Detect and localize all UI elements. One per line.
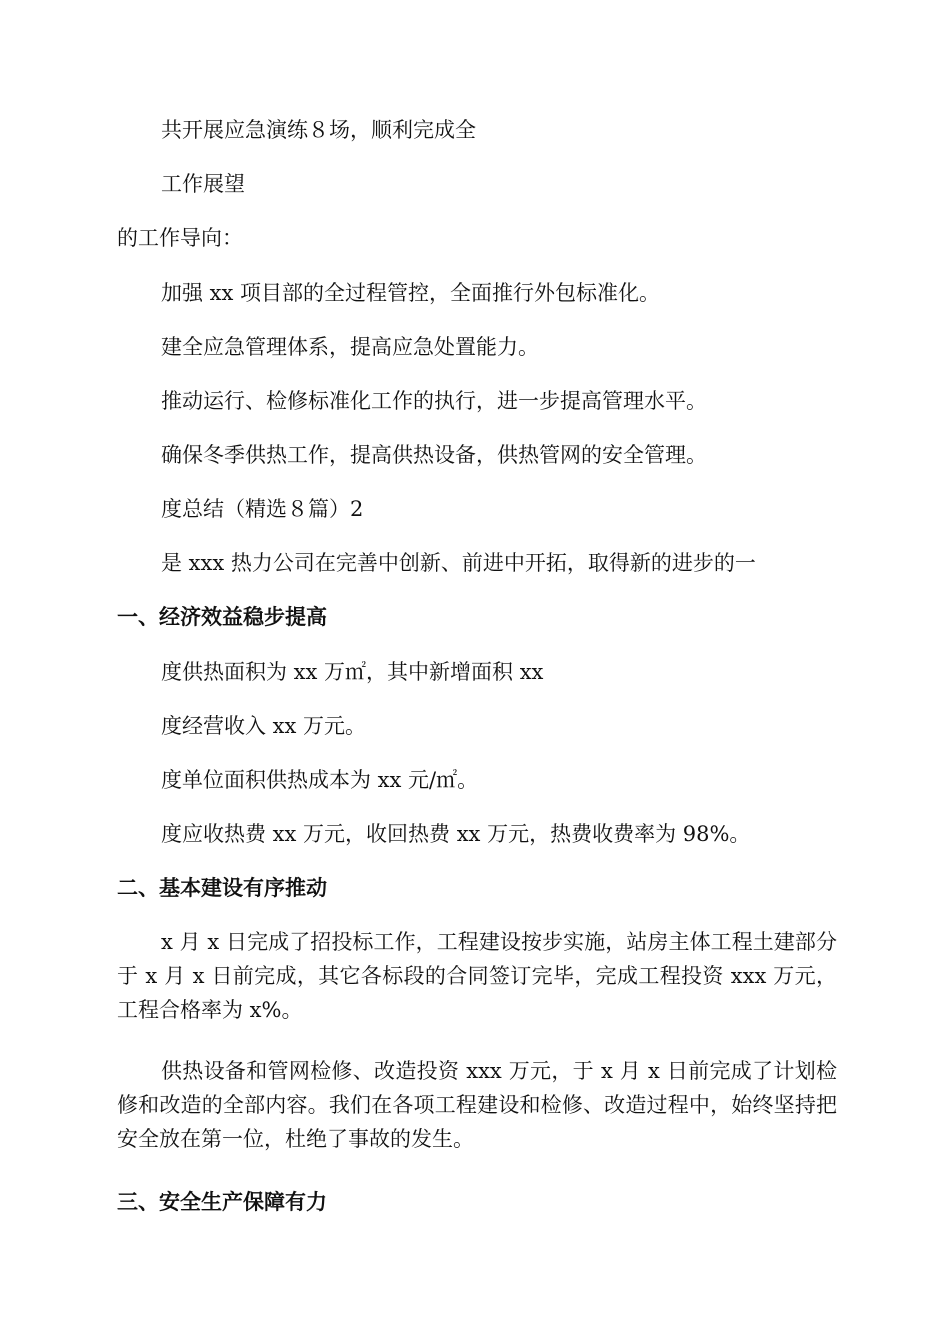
text-line-project-control: 加强 xx 项目部的全过程管控，全面推行外包标准化。 — [161, 281, 661, 305]
text-line-winter-heating: 确保冬季供热工作，提高供热设备，供热管网的安全管理。 — [161, 443, 707, 467]
text-line-summary-title: 度总结（精选８篇）2 — [161, 497, 364, 521]
list-item: 度经营收入 xx 万元。 — [161, 714, 367, 738]
list-item: 度应收热费 xx 万元，收回热费 xx 万元，热费收费率为 98%。 — [161, 822, 751, 846]
paragraph-maintenance: 供热设备和管网检修、改造投资 xxx 万元，于 x 月 x 日前完成了计划检修和改造的全部内容。我们在各项工程建设和检修、改造过程中，始终坚持把安全放在第一位，杜绝了事故的发生。 — [117, 1059, 837, 1151]
text-line-standardization: 推动运行、检修标准化工作的执行，进一步提高管理水平。 — [161, 389, 707, 413]
text-line-company-progress: 是 xxx 热力公司在完善中创新、前进中开拓，取得新的进步的一 — [161, 551, 756, 575]
list-item: 度供热面积为 xx 万㎡，其中新增面积 xx — [161, 660, 544, 684]
list-item: 度单位面积供热成本为 xx 元/㎡。 — [161, 768, 479, 792]
section-heading-construction: 二、基本建设有序推动 — [117, 876, 327, 900]
text-line-drill: 共开展应急演练８场，顺利完成全 — [161, 118, 476, 142]
text-line-emergency-system: 建全应急管理体系，提高应急处置能力。 — [161, 335, 539, 359]
section-heading-safety: 三、安全生产保障有力 — [117, 1190, 327, 1214]
paragraph-bidding: x 月 x 日完成了招投标工作，工程建设按步实施，站房主体工程土建部分于 x 月 x 日前完成，其它各标段的合同签订完毕，完成工程投资 xxx 万元，工程合格率为 x%。 — [117, 930, 837, 1022]
section-heading-economic: 一、经济效益稳步提高 — [117, 605, 327, 629]
text-line-outlook: 工作展望 — [161, 172, 245, 196]
text-line-orientation: 的工作导向： — [117, 226, 243, 250]
